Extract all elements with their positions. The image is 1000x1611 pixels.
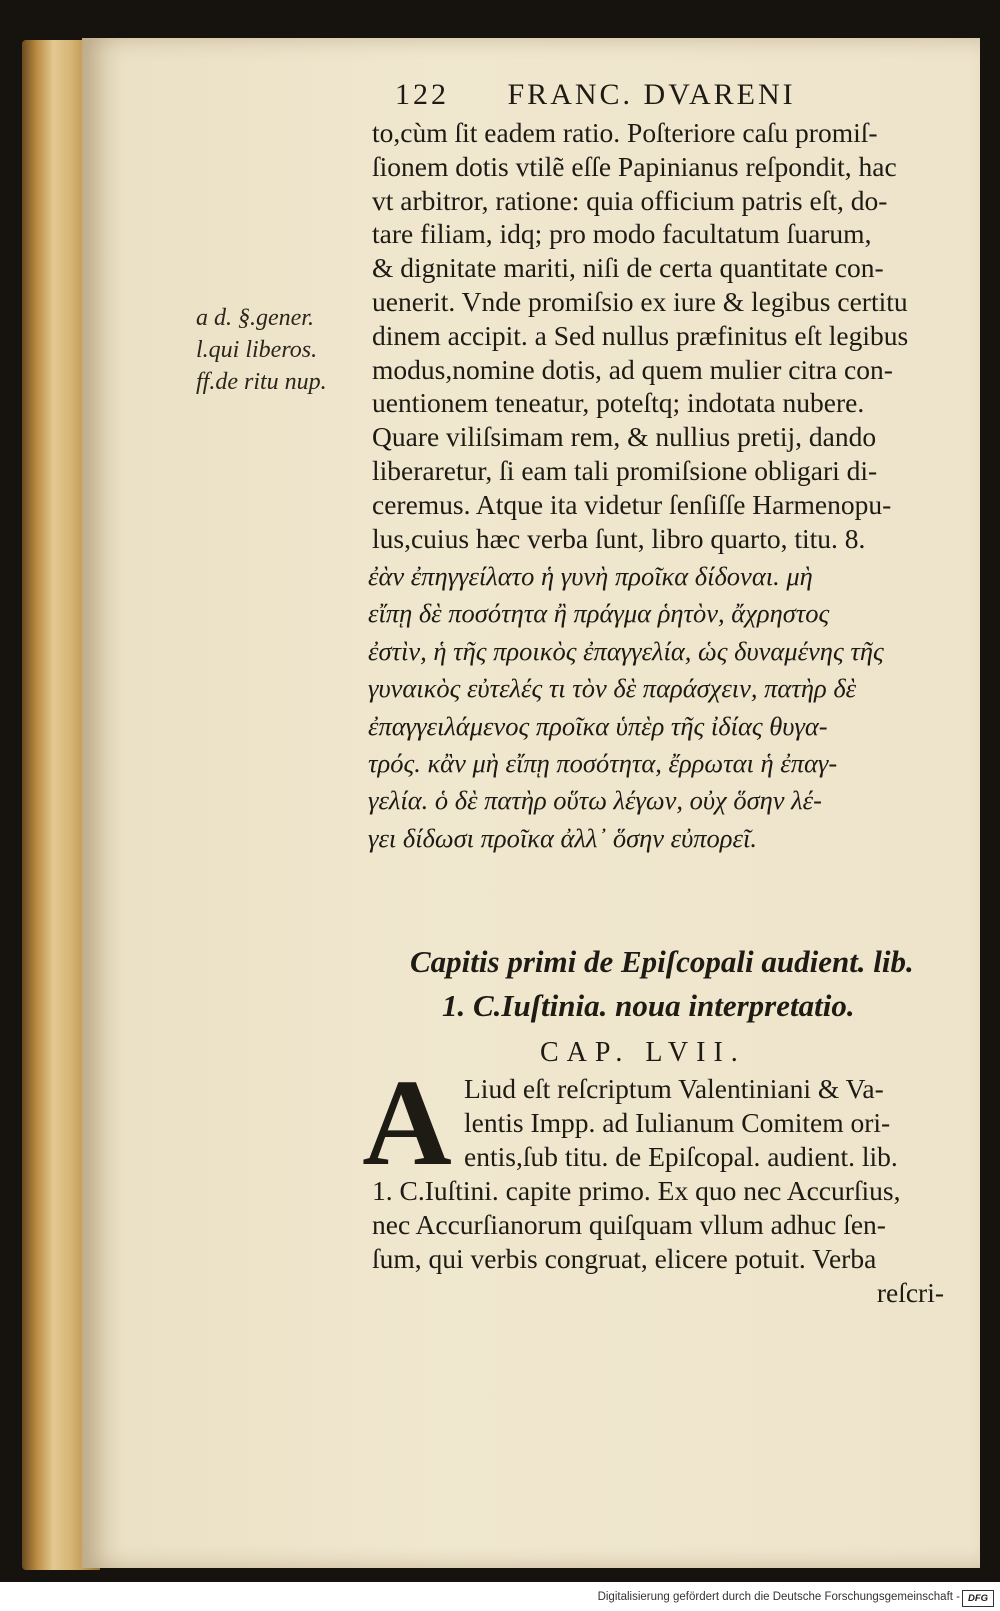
digitization-footer — [0, 1584, 1000, 1611]
greek-line: τρός. κἂν μὴ εἴπῃ ποσότητα, ἔρρωται ἡ ἐπαγ- — [368, 748, 838, 779]
drop-cap-initial: A — [362, 1054, 452, 1191]
funding-credit: Digitalisierung gefördert durch die Deutsche Forschungsgemeinschaft - — [597, 1591, 960, 1603]
chapter-line: Liud eſt reſcriptum Valentiniani & Va- — [464, 1073, 884, 1104]
body-paragraph — [372, 116, 972, 555]
greek-line: ἐπαγγειλάμενος προῖκα ὑπὲρ τῆς ἰδίας θυγα- — [368, 710, 828, 741]
greek-line: γει δίδωσι προῖκα ἀλλ᾽ ὅσην εὐπορεῖ. — [368, 822, 757, 853]
chapter-body — [372, 1072, 972, 1310]
greek-line: γυναικὸς εὐτελές τι τὸν δὲ παράσχειν, πατὴρ δὲ — [368, 673, 857, 704]
running-title: FRANC. DVARENI — [507, 78, 796, 111]
chapter-line: 1. C.Iuſtini. capite primo. Ex quo nec Accurſius, — [372, 1175, 901, 1206]
margin-note: a d. §.gener. — [196, 305, 314, 331]
body-line: Quare viliſsimam rem, & nullius pretij, dando — [372, 421, 877, 453]
margin-note: ff.de ritu nup. — [196, 369, 327, 395]
dfg-logo-icon: DFG — [962, 1590, 994, 1607]
section-heading-line: Capitis primi de Epiſcopali audient. lib. — [410, 944, 914, 979]
greek-line: εἴπῃ δὲ ποσότητα ἢ πράγμα ῥητὸν, ἄχρηστος — [368, 598, 830, 629]
chapter-line: ſum, qui verbis congruat, elicere potuit. Verba — [372, 1243, 877, 1274]
greek-line: ἐστὶν, ἡ τῆς προικὸς ἐπαγγελία, ὡς δυναμένης τῆς — [368, 635, 884, 666]
greek-line: ἐὰν ἐπηγγείλατο ἡ γυνὴ προῖκα δίδοναι. μὴ — [368, 561, 813, 591]
page-header — [395, 78, 895, 118]
margin-note: l.qui liberos. — [196, 337, 318, 363]
chapter-label: CAP. LVII. — [540, 1037, 746, 1068]
body-line: dinem accipit. a Sed nullus præfinitus eſt legibus — [372, 319, 909, 351]
body-line: lus,cuius hæc verba ſunt, libro quarto, titu. 8. — [372, 522, 866, 554]
body-line: uentionem teneatur, poteſtq; indotata nubere. — [372, 387, 865, 419]
catchword: reſcri- — [876, 1277, 944, 1308]
page-number: 122 — [395, 78, 449, 111]
chapter-line: entis,ſub titu. de Epiſcopal. audient. lib. — [464, 1141, 898, 1172]
body-line: liberaretur, ſi eam tali promiſsione obligari di- — [372, 454, 878, 486]
body-line: ceremus. Atque ita videtur ſenſiſſe Harmenopu- — [372, 488, 892, 520]
body-line: tare filiam, idq; pro modo facultatum ſuarum, — [372, 218, 872, 250]
chapter-line: nec Accurſianorum quiſquam vllum adhuc ſen- — [372, 1209, 886, 1240]
margin-notes — [196, 302, 366, 398]
greek-line: γελία. ὁ δὲ πατὴρ οὕτω λέγων, οὐχ ὅσην λέ- — [368, 785, 822, 816]
body-line: & dignitate mariti, niſi de certa quantitate con- — [372, 252, 884, 284]
section-heading-line: 1. C.Iuſtinia. noua interpretatio. — [442, 988, 855, 1023]
body-line: uenerit. Vnde promiſsio ex iure & legibus certitu — [372, 285, 908, 317]
chapter-line: lentis Impp. ad Iulianum Comitem ori- — [464, 1107, 891, 1138]
greek-quotation — [368, 558, 980, 857]
body-line: ſionem dotis vtilẽ eſſe Papinianus reſpondit, hac — [372, 150, 897, 182]
body-line: modus,nomine dotis, ad quem mulier citra con- — [372, 353, 893, 385]
body-line: to,cùm ſit eadem ratio. Poſteriore caſu promiſ- — [372, 117, 878, 148]
body-line: vt arbitror, ratione: quia officium patris eſt, do- — [372, 184, 888, 216]
section-heading — [410, 940, 970, 1028]
